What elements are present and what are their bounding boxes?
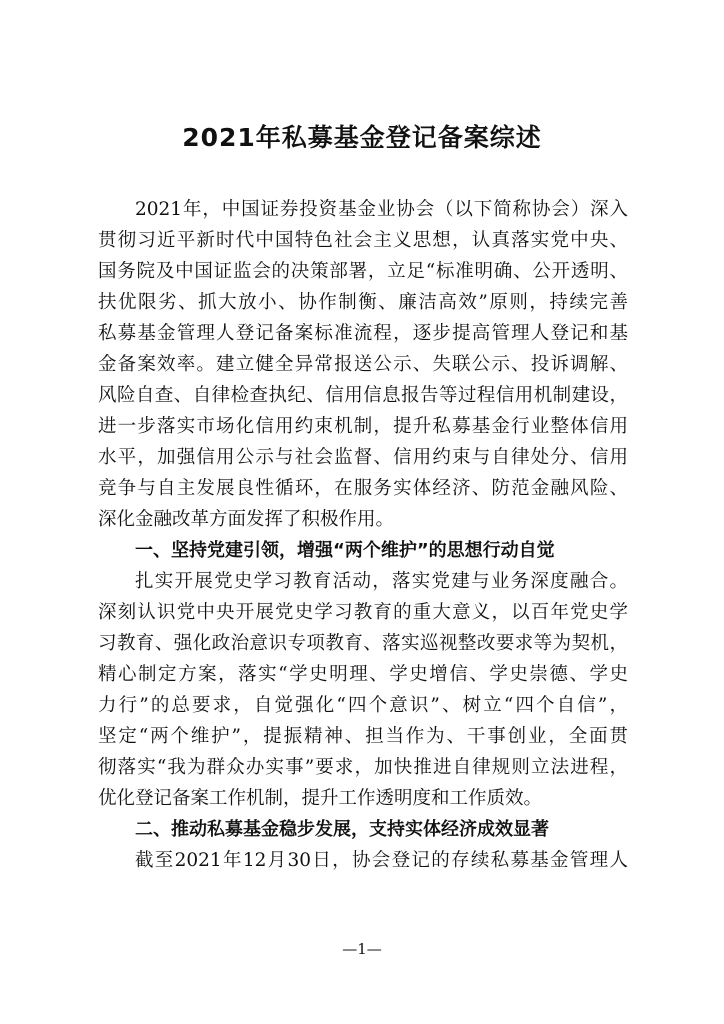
paragraph-line: 进一步落实市场化信用约束机制，提升私募基金行业整体信用: [98, 416, 628, 437]
paragraph-line: 国务院及中国证监会的决策部署，立足“标准明确、公开透明、: [98, 261, 628, 282]
paragraph-line: 深刻认识党中央开展党史学习教育的重大意义，以百年党史学: [98, 602, 628, 623]
paragraph-line: 习教育、强化政治意识专项教育、落实巡视整改要求等为契机，: [98, 633, 628, 654]
paragraph-line: 私募基金管理人登记备案标准流程，逐步提高管理人登记和基: [98, 323, 628, 344]
paragraph-line: 扶优限劣、抓大放小、协作制衡、廉洁高效”原则，持续完善: [98, 292, 628, 313]
page-number: —1—: [342, 940, 382, 958]
paragraph-line: 水平，加强信用公示与社会监督、信用约束与自律处分、信用: [98, 447, 628, 468]
document-title: 2021年私募基金登记备案综述: [182, 123, 542, 152]
section-heading: 一、坚持党建引领，增强“两个维护”的思想行动自觉: [135, 540, 555, 561]
paragraph-line: 精心制定方案，落实“学史明理、学史增信、学史崇德、学史: [98, 664, 628, 685]
paragraph-line: 2021年，中国证券投资基金业协会（以下简称协会）深入: [135, 199, 628, 220]
document-body: [98, 194, 628, 876]
paragraph-line: 风险自查、自律检查执纪、信用信息报告等过程信用机制建设，: [98, 385, 628, 406]
paragraph-line: 贯彻习近平新时代中国特色社会主义思想，认真落实党中央、: [98, 230, 628, 251]
paragraph-line: 截至2021年12月30日，协会登记的存续私募基金管理人: [135, 850, 628, 871]
paragraph-line: 彻落实“我为群众办实事”要求，加快推进自律规则立法进程，: [98, 757, 628, 778]
paragraph-line: 坚定“两个维护”，提振精神、担当作为、干事创业，全面贯: [98, 726, 628, 747]
section-heading: 二、推动私募基金稳步发展，支持实体经济成效显著: [135, 819, 549, 840]
paragraph-line: 优化登记备案工作机制，提升工作透明度和工作质效。: [98, 788, 543, 809]
paragraph-line: 金备案效率。建立健全异常报送公示、失联公示、投诉调解、: [98, 354, 628, 375]
paragraph-line: 力行”的总要求，自觉强化“四个意识”、树立“四个自信”，: [98, 695, 628, 716]
paragraph-line: 扎实开展党史学习教育活动，落实党建与业务深度融合。: [135, 571, 628, 592]
paragraph-line: 竞争与自主发展良性循环，在服务实体经济、防范金融风险、: [98, 478, 628, 499]
paragraph-line: 深化金融改革方面发挥了积极作用。: [98, 509, 395, 530]
